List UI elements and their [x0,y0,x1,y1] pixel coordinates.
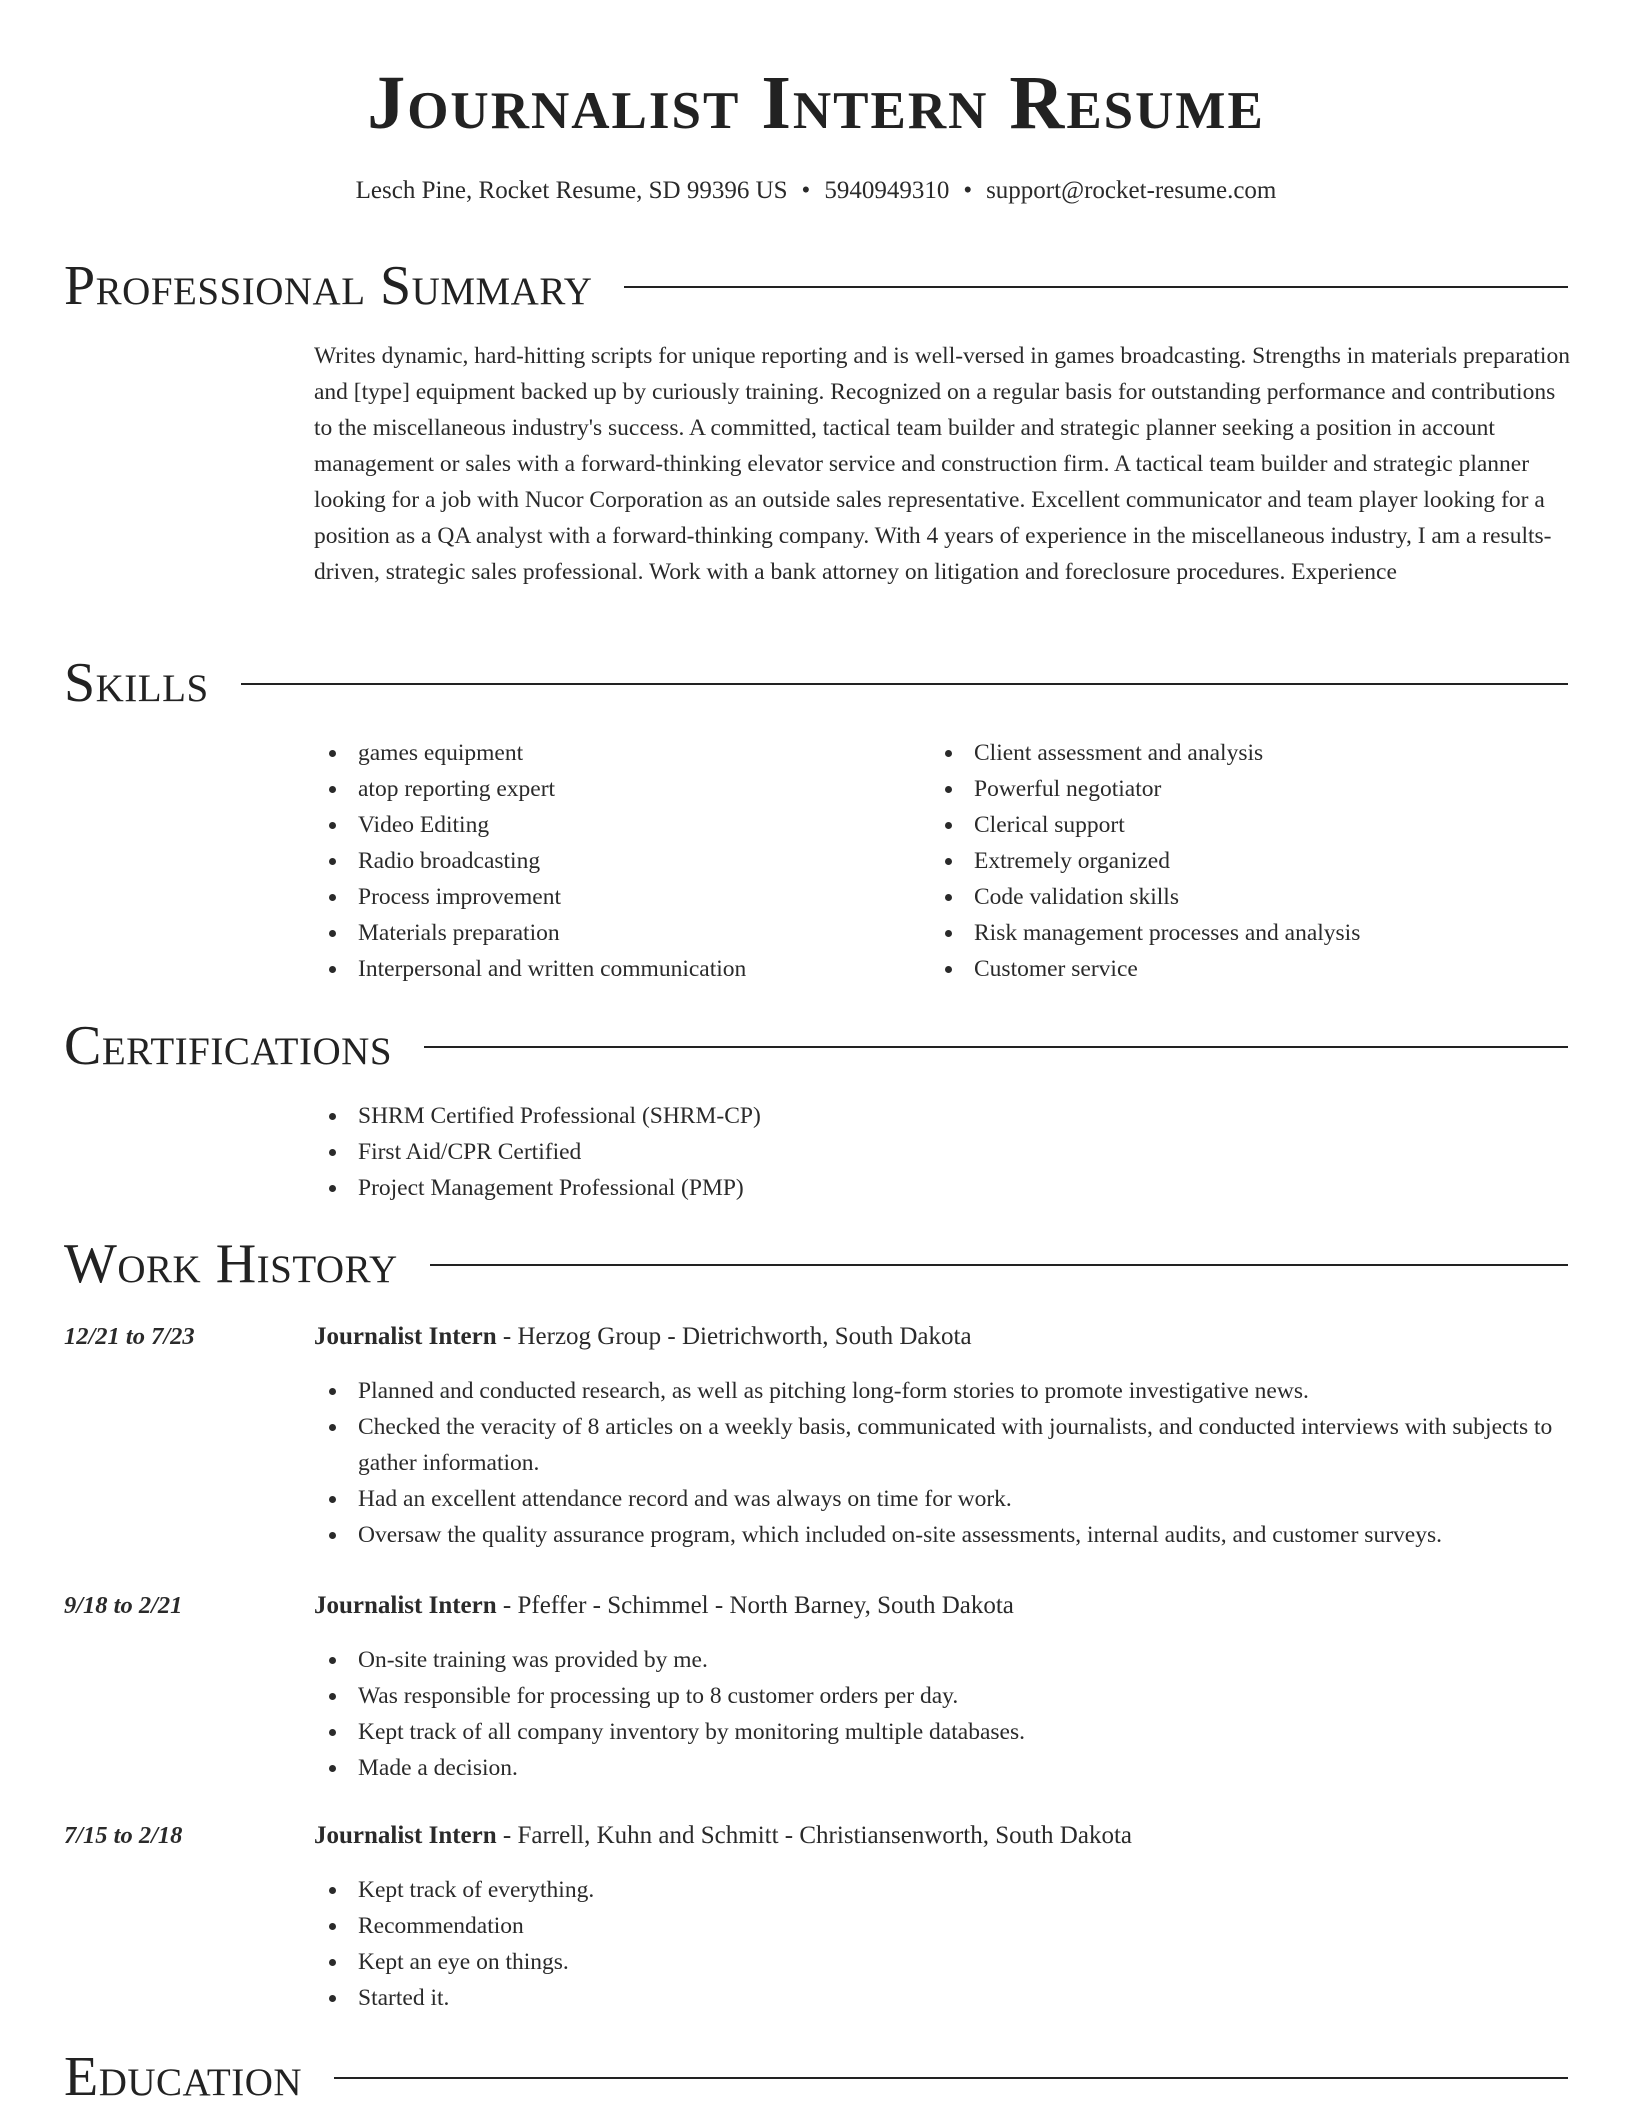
skills-list-left [314,735,914,987]
section-divider [241,683,1568,685]
section-header-work-history [64,1232,1568,1296]
summary-text: Writes dynamic, hard-hitting scripts for unique reporting and is well-versed in games broadcasting. Strengths in materials preparation and [type] equipment backed up by curiously training. Recognized on a regular basis for outstanding performance and contributions to the miscellaneous industry's success. A committed, tactical team builder and strategic planner seeking a position in account management or sales with a forward-thinking elevator service and construction firm. A tactical team builder and strategic planner looking for a job with Nucor Corporation as an outside sales representative. Excellent communicator and team player looking for a position as a QA analyst with a forward-thinking company. With 4 years of experience in the miscellaneous industry, I am a results-driven, strategic sales professional. Work with a bank attorney on litigation and foreclosure procedures. Experience [314,343,1570,585]
job-dates: 12/21 to 7/23 [64,1323,195,1350]
skill-item: Radio broadcasting [314,843,914,879]
job-bullets [314,1872,1570,2016]
skills-list-right [930,735,1570,987]
skill-item: Risk management processes and analysis [930,915,1570,951]
job-bullet: Recommendation [314,1908,1570,1944]
skill-item: atop reporting expert [314,771,914,807]
section-divider [424,1046,1568,1048]
section-title-certifications: Certifications [64,1015,393,1077]
section-title-education: Education [64,2046,303,2108]
job-dates: 7/15 to 2/18 [64,1822,183,1849]
contact-email: support@rocket-resume.com [986,177,1277,204]
section-title-work-history: Work History [64,1233,398,1295]
contact-separator: • [963,177,973,204]
job-bullet: Planned and conducted research, as well as pitching long-form stories to promote investigative news. [314,1373,1570,1409]
contact-address: Lesch Pine, Rocket Resume, SD 99396 US [355,177,788,204]
job-bullet: On-site training was provided by me. [314,1642,1570,1678]
job-employer: - Herzog Group - Dietrichworth, South Dakota [496,1323,972,1350]
section-header-summary [64,254,1568,318]
resume-title: Journalist Intern Resume [367,61,1265,145]
skill-item: Interpersonal and written communication [314,951,914,987]
contact-separator: • [801,177,811,204]
job-dates: 9/18 to 2/21 [64,1592,183,1619]
job-bullet: Checked the veracity of 8 articles on a weekly basis, communicated with journalists, and conducted interviews with subjects to gather information. [314,1409,1570,1481]
job-role: Journalist Intern [314,1822,497,1849]
section-header-certifications [64,1014,1568,1078]
job-heading [314,1319,1570,1355]
job-bullet: Kept track of all company inventory by monitoring multiple databases. [314,1714,1570,1750]
skill-item: Client assessment and analysis [930,735,1570,771]
certifications-list [314,1098,1570,1206]
job-bullet: Was responsible for processing up to 8 customer orders per day. [314,1678,1570,1714]
job-bullet: Oversaw the quality assurance program, which included on-site assessments, internal audits, and customer surveys. [314,1517,1570,1553]
certification-item: First Aid/CPR Certified [314,1134,1570,1170]
skill-item: Customer service [930,951,1570,987]
job-employer: - Pfeffer - Schimmel - North Barney, South Dakota [496,1592,1014,1619]
job-bullet: Kept track of everything. [314,1872,1570,1908]
job-bullets [314,1373,1570,1553]
certification-item: SHRM Certified Professional (SHRM-CP) [314,1098,1570,1134]
section-divider [334,2077,1568,2079]
job-bullet: Made a decision. [314,1750,1570,1786]
job-role: Journalist Intern [314,1592,497,1619]
job-bullets [314,1642,1570,1786]
section-title-summary: Professional Summary [64,255,593,317]
skill-item: Materials preparation [314,915,914,951]
skill-item: Clerical support [930,807,1570,843]
job-role: Journalist Intern [314,1323,497,1350]
skill-item: Extremely organized [930,843,1570,879]
job-heading [314,1818,1570,1854]
section-header-education [64,2045,1568,2109]
skill-item: Code validation skills [930,879,1570,915]
skill-item: Process improvement [314,879,914,915]
skill-item: games equipment [314,735,914,771]
job-heading [314,1588,1570,1624]
job-bullet: Started it. [314,1980,1570,2016]
section-divider [624,286,1568,288]
skill-item: Video Editing [314,807,914,843]
certification-item: Project Management Professional (PMP) [314,1170,1570,1206]
contact-line [0,174,1632,208]
section-divider [430,1264,1568,1266]
job-employer: - Farrell, Kuhn and Schmitt - Christiansenworth, South Dakota [496,1822,1132,1849]
section-title-skills: Skills [64,652,209,714]
section-header-skills [64,651,1568,715]
skill-item: Powerful negotiator [930,771,1570,807]
contact-phone: 5940949310 [824,177,950,204]
job-bullet: Had an excellent attendance record and was always on time for work. [314,1481,1570,1517]
job-bullet: Kept an eye on things. [314,1944,1570,1980]
